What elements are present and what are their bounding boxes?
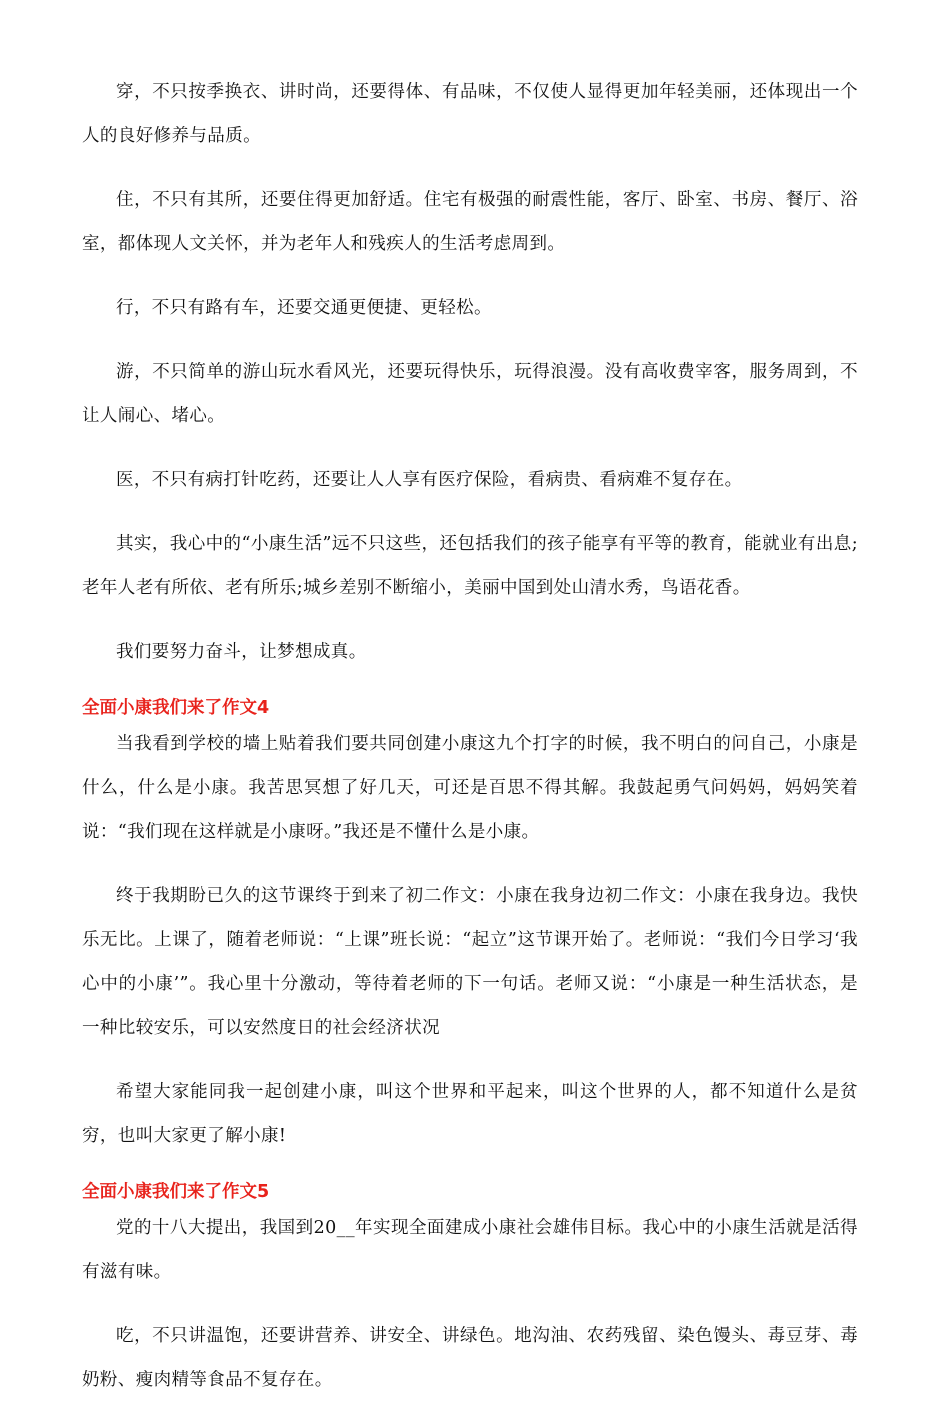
paragraph-conclusion: 我们要努力奋斗，让梦想成真。 <box>116 642 367 662</box>
paragraph-medical: 医，不只有病打针吃药，还要让人人享有医疗保险，看病贵、看病难不复存在。 <box>116 470 743 490</box>
section-heading-4: 全面小康我们来了作文4 <box>82 698 270 718</box>
paragraph-essay4-class: 终于我期盼已久的这节课终于到来了初二作文：小康在我身边初二作文：小康在我身边。我快乐无比。上课了，随着老师说：“上课”班长说：“起立”这节课开始了。老师说：“我们今日学习‘我心中的小康’”。我心里十分激动，等待着老师的下一句话。老师又说：“小康是一种生活状态，是一种比较安乐，可以安然度日的社会经济状况 <box>82 886 858 1038</box>
paragraph-transport: 行，不只有路有车，还要交通更便捷、更轻松。 <box>116 298 492 318</box>
section-heading-5: 全面小康我们来了作文5 <box>82 1182 270 1202</box>
paragraph-essay4-hope: 希望大家能同我一起创建小康，叫这个世界和平起来，叫这个世界的人，都不知道什么是贫穷，也叫大家更了解小康! <box>82 1082 858 1146</box>
paragraph-travel: 游，不只简单的游山玩水看风光，还要玩得快乐，玩得浪漫。没有高收费宰客，服务周到，不让人闹心、堵心。 <box>82 362 858 426</box>
paragraph-essay4-intro: 当我看到学校的墙上贴着我们要共同创建小康这九个打字的时候，我不明白的问自己，小康是什么，什么是小康。我苦思冥想了好几天，可还是百思不得其解。我鼓起勇气问妈妈，妈妈笑着说：“我们现在这样就是小康呀。”我还是不懂什么是小康。 <box>82 734 858 842</box>
paragraph-summary: 其实，我心中的“小康生活”远不只这些，还包括我们的孩子能享有平等的教育，能就业有出息;老年人老有所依、老有所乐;城乡差别不断缩小，美丽中国到处山清水秀，鸟语花香。 <box>82 534 858 598</box>
paragraph-clothing: 穿，不只按季换衣、讲时尚，还要得体、有品味，不仅使人显得更加年轻美丽，还体现出一个人的良好修养与品质。 <box>82 82 858 146</box>
paragraph-housing: 住，不只有其所，还要住得更加舒适。住宅有极强的耐震性能，客厅、卧室、书房、餐厅、浴室，都体现人文关怀，并为老年人和残疾人的生活考虑周到。 <box>82 190 858 254</box>
paragraph-essay5-intro: 党的十八大提出，我国到20__年实现全面建成小康社会雄伟目标。我心中的小康生活就是活得有滋有味。 <box>82 1218 858 1282</box>
document-body <box>82 70 858 1422</box>
paragraph-essay5-food: 吃，不只讲温饱，还要讲营养、讲安全、讲绿色。地沟油、农药残留、染色馒头、毒豆芽、毒奶粉、瘦肉精等食品不复存在。 <box>82 1326 858 1390</box>
